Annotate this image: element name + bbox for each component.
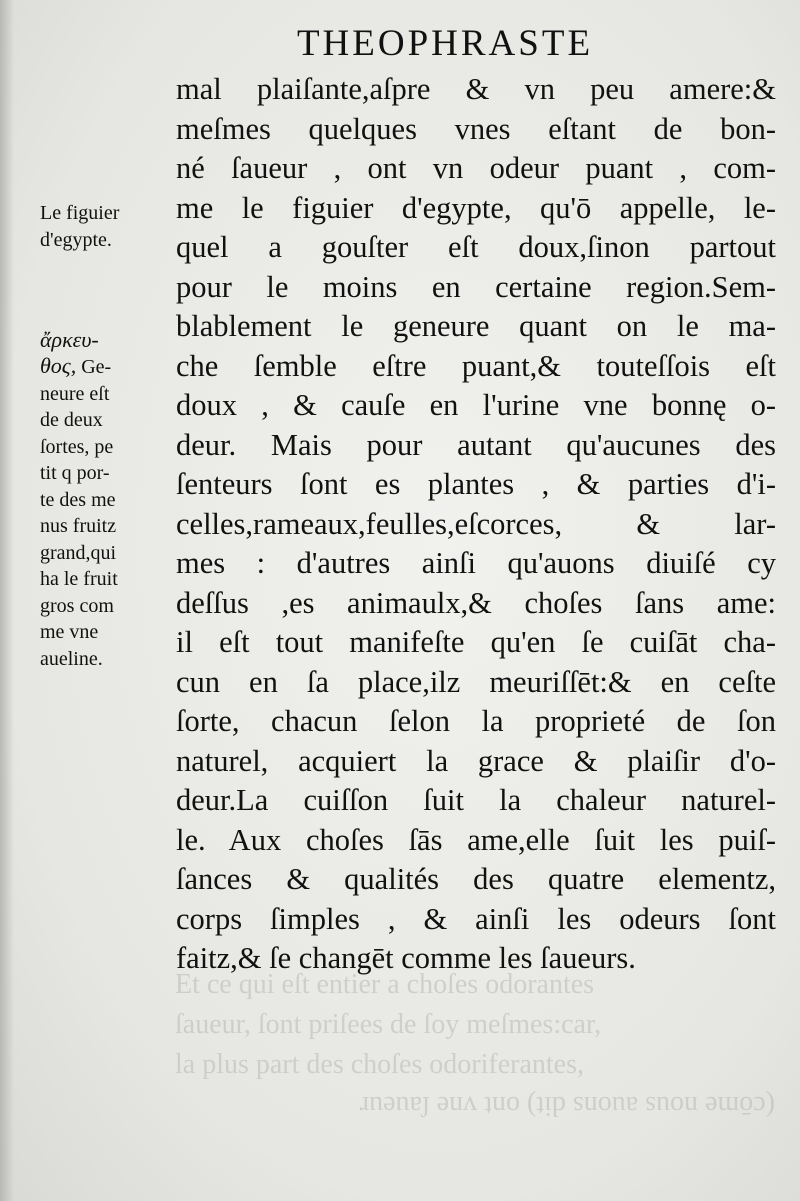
bleed-line: Et ce qui eſt entier a choſes odorantes: [175, 969, 595, 1000]
margin-note-line: ha le fruit: [40, 568, 118, 590]
margin-note-line: grand,qui: [40, 541, 117, 564]
text-line: quel a gouſter eſt doux,ſinon partout: [176, 230, 776, 264]
margin-note-line: d'egypte.: [40, 228, 112, 251]
text-line: blablement le geneure quant on le ma-: [176, 309, 776, 343]
bleed-through-text: [175, 965, 775, 1125]
margin-note-line: te des me: [40, 488, 116, 511]
bleed-line: ſaueur, ſont priſees de ſoy meſmes:car,: [175, 1009, 602, 1040]
text-line: né ſaueur , ont vn odeur puant , com-: [176, 151, 776, 185]
text-line: ſances & qualités des quatre elementz,: [176, 862, 776, 896]
text-line: deur.La cuiſſon ſuit la chaleur naturel-: [176, 783, 776, 817]
margin-note-line: ſortes, pe: [40, 435, 114, 458]
text-line: ſenteurs ſont es plantes , & parties d'i-: [176, 467, 776, 501]
text-line: pour le moins en certaine region.Sem-: [176, 269, 776, 304]
text-line: deſſus ,es animaulx,& choſes ſans ame:: [176, 585, 776, 620]
bleed-line: (cōme nous auons dit) ont vne ſaueur: [359, 1090, 775, 1121]
margin-note-line: Ge-: [76, 356, 112, 378]
margin-note-line: aueline.: [40, 647, 103, 670]
text-line: naturel, acquiert la grace & plaiſir d'o-: [176, 743, 776, 778]
page-edge-shadow: [0, 0, 14, 1201]
text-line: deur. Mais pour autant qu'aucunes des: [176, 427, 776, 462]
margin-note-line: Le figuier: [40, 202, 120, 224]
text-line: me le figuier d'egypte, qu'ō appelle, le-: [176, 190, 776, 225]
bleed-line: la plus part des choſes odoriferantes,: [175, 1049, 584, 1080]
text-line: il eſt tout manifeſte qu'en ſe cuiſāt cha-: [176, 625, 776, 659]
margin-note-line: de deux: [40, 409, 103, 431]
text-line: ſorte, chacun ſelon la proprieté de ſon: [176, 704, 776, 738]
margin-note-line: tit q por-: [40, 462, 110, 484]
margin-note-line: nus fruitz: [40, 515, 117, 537]
running-head: THEOPHRASTE: [296, 23, 594, 64]
greek-word: θος,: [40, 353, 77, 378]
margin-note-line: me vne: [40, 621, 99, 643]
margin-note-line: gros com: [40, 594, 114, 617]
text-line: le. Aux choſes ſās ame,elle ſuit les puiſ-: [176, 822, 776, 857]
margin-notes: [40, 200, 175, 672]
text-line: faitz,& ſe changēt comme les ſaueurs.: [176, 941, 636, 975]
text-line: celles,rameaux,feulles,eſcorces, & lar-: [176, 506, 776, 541]
greek-word: ἄρκευ-: [40, 327, 99, 352]
text-line: meſmes quelques vnes eſtant de bon-: [176, 111, 776, 146]
text-line: corps ſimples , & ainſi les odeurs ſont: [176, 901, 776, 936]
text-line: che ſemble eſtre puant,& touteſſois eſt: [176, 348, 776, 383]
main-text-block: [176, 70, 776, 979]
margin-note-line: neure eſt: [40, 382, 110, 405]
text-line: doux , & cauſe en l'urine vne bonnę o-: [176, 388, 776, 422]
greek-note-wrap: [40, 353, 175, 381]
text-line: mal plaiſante,aſpre & vn peu amere:&: [176, 72, 776, 106]
text-line: cun en ſa place,ilz meuriſſēt:& en ceſte: [176, 664, 776, 699]
text-line: mes : d'autres ainſi qu'auons diuiſé cy: [176, 546, 776, 580]
